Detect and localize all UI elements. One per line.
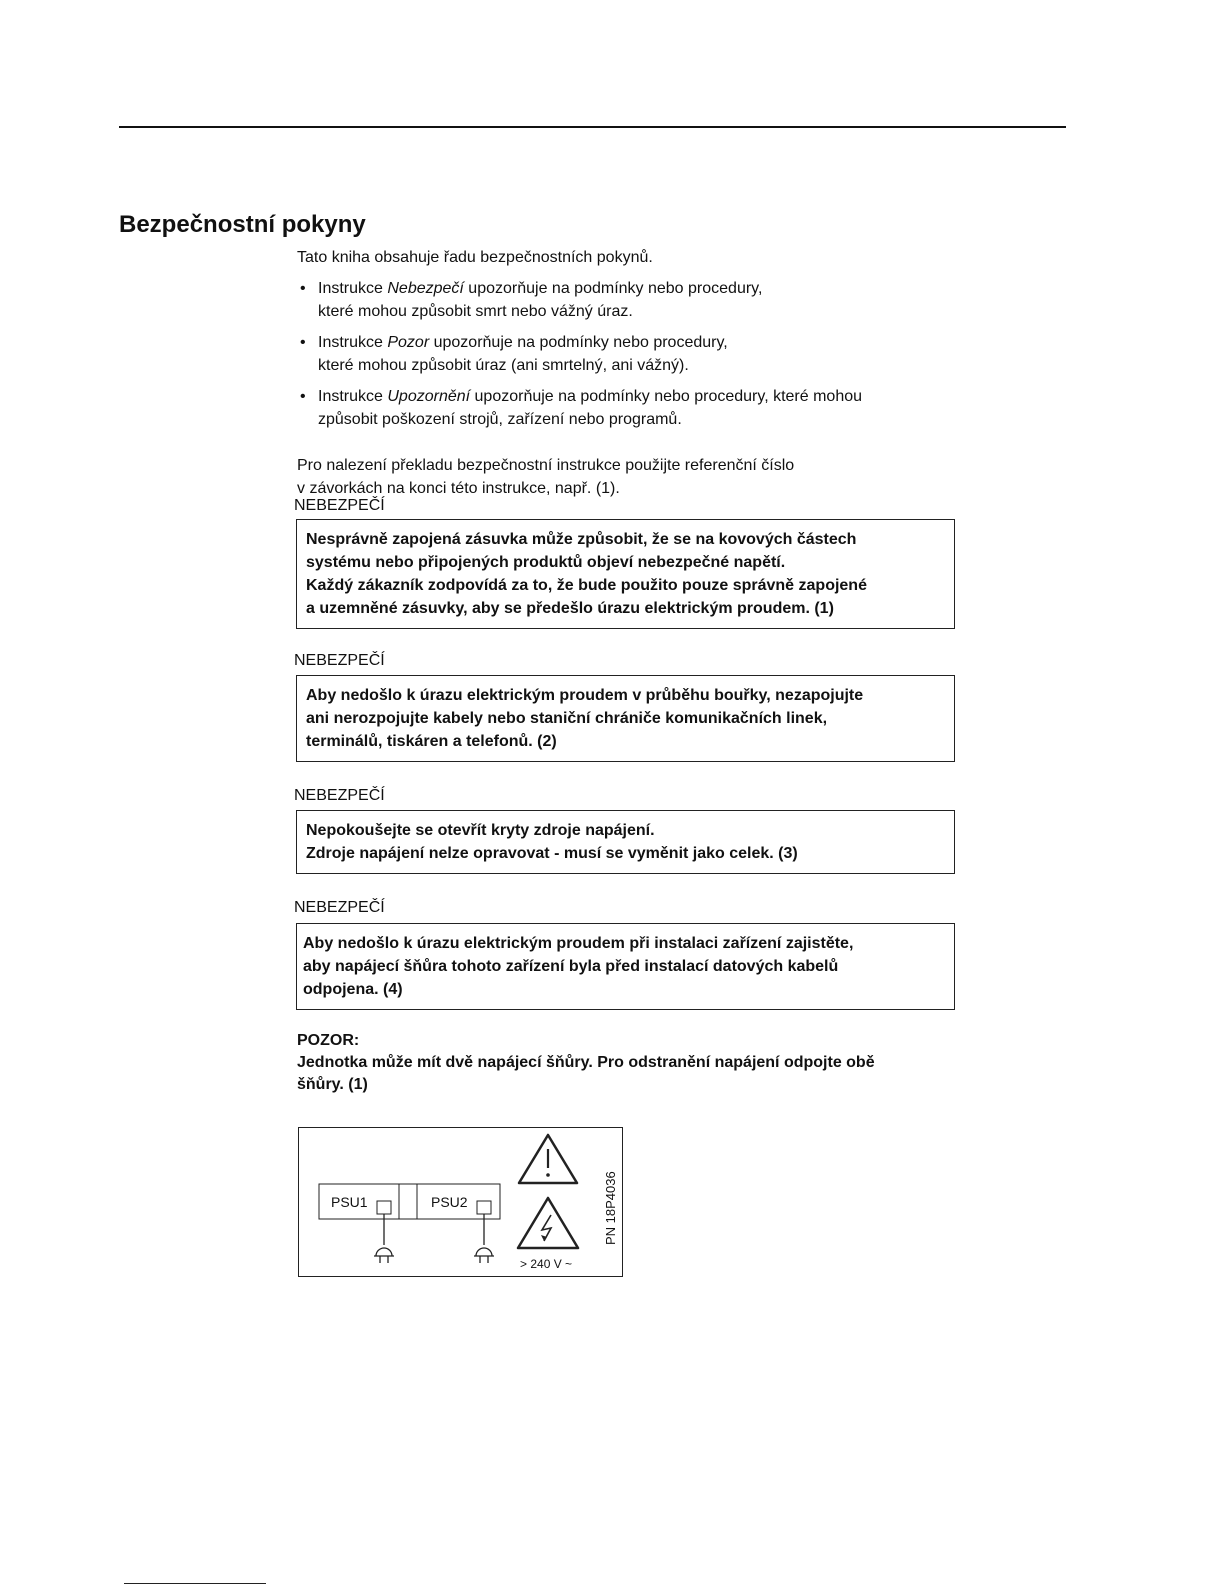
part-number: PN 18P4036 [603, 1171, 618, 1245]
dual-psu-warning-figure [298, 1127, 623, 1277]
list-item [297, 331, 997, 377]
intro-text: Tato kniha obsahuje řadu bezpečnostních pokynů. [297, 249, 653, 266]
reference-note-line2: v závorkách na konci této instrukce, např. (1). [297, 480, 620, 497]
psu2-label: PSU2 [431, 1194, 468, 1210]
caution-line: Jednotka může mít dvě napájecí šňůry. Pro odstranění napájení odpojte obě [297, 1054, 875, 1071]
danger-line: ani nerozpojujte kabely nebo staniční chrániče komunikačních linek, [306, 710, 828, 727]
danger-label: NEBEZPEČÍ [294, 899, 385, 916]
danger-line: Nepokoušejte se otevřít kryty zdroje napájení. [306, 822, 655, 839]
notice-term: Nebezpečí [387, 280, 464, 297]
bullet-line2: způsobit poškození strojů, zařízení nebo programů. [318, 411, 682, 428]
reference-note-line1: Pro nalezení překladu bezpečnostní instrukce použijte referenční číslo [297, 457, 795, 474]
bullet-suffix: upozorňuje na podmínky nebo procedury, [463, 280, 763, 297]
danger-box [296, 923, 955, 1010]
danger-line: systému nebo připojených produktů objeví nebezpečné napětí. [306, 554, 786, 571]
caution-line: šňůry. (1) [297, 1076, 368, 1093]
notice-term: Upozornění [387, 388, 471, 405]
bullet-line2: které mohou způsobit smrt nebo vážný úraz. [318, 303, 633, 320]
header-rule [119, 126, 1066, 128]
voltage-label: > 240 V ~ [520, 1257, 573, 1271]
danger-label: NEBEZPEČÍ [294, 787, 385, 804]
danger-line: Aby nedošlo k úrazu elektrickým proudem při instalaci zařízení zajistěte, [303, 935, 854, 952]
intro-section [297, 246, 997, 500]
psu2-socket [477, 1201, 491, 1214]
danger-box [296, 675, 955, 762]
danger-line: aby napájecí šňůra tohoto zařízení byla před instalací datových kabelů [303, 958, 839, 975]
danger-line: odpojena. (4) [303, 981, 403, 998]
danger-label: NEBEZPEČÍ [294, 497, 385, 514]
danger-line: terminálů, tiskáren a telefonů. (2) [306, 733, 557, 750]
bullet-suffix: upozorňuje na podmínky nebo procedury, které mohou [470, 388, 863, 405]
bullet-prefix: Instrukce [318, 388, 388, 405]
list-item [297, 385, 997, 431]
notice-types-list [297, 277, 997, 431]
bullet-prefix: Instrukce [318, 334, 388, 351]
notice-term: Pozor [387, 334, 430, 351]
danger-line: Zdroje napájení nelze opravovat - musí se vyměnit jako celek. (3) [306, 845, 798, 862]
danger-box [296, 519, 955, 629]
danger-line: Nesprávně zapojená zásuvka může způsobit, že se na kovových částech [306, 531, 857, 548]
reference-note [297, 454, 997, 500]
footer-rule [124, 1583, 266, 1584]
danger-line: Aby nedošlo k úrazu elektrickým proudem v průběhu bouřky, nezapojujte [306, 687, 864, 704]
page-title: Bezpečnostní pokyny [119, 211, 366, 238]
caution-label: POZOR: [297, 1032, 360, 1049]
psu1-socket [377, 1201, 391, 1214]
list-item [297, 277, 997, 323]
danger-line: a uzemněné zásuvky, aby se předešlo úrazu elektrickým proudem. (1) [306, 600, 834, 617]
bullet-prefix: Instrukce [318, 280, 388, 297]
caution-notice [297, 1030, 957, 1096]
danger-box [296, 810, 955, 874]
bullet-suffix: upozorňuje na podmínky nebo procedury, [429, 334, 728, 351]
psu1-label: PSU1 [331, 1194, 368, 1210]
bullet-line2: které mohou způsobit úraz (ani smrtelný, ani vážný). [318, 357, 689, 374]
danger-line: Každý zákazník zodpovídá za to, že bude použito pouze správně zapojené [306, 577, 867, 594]
danger-label: NEBEZPEČÍ [294, 652, 385, 669]
